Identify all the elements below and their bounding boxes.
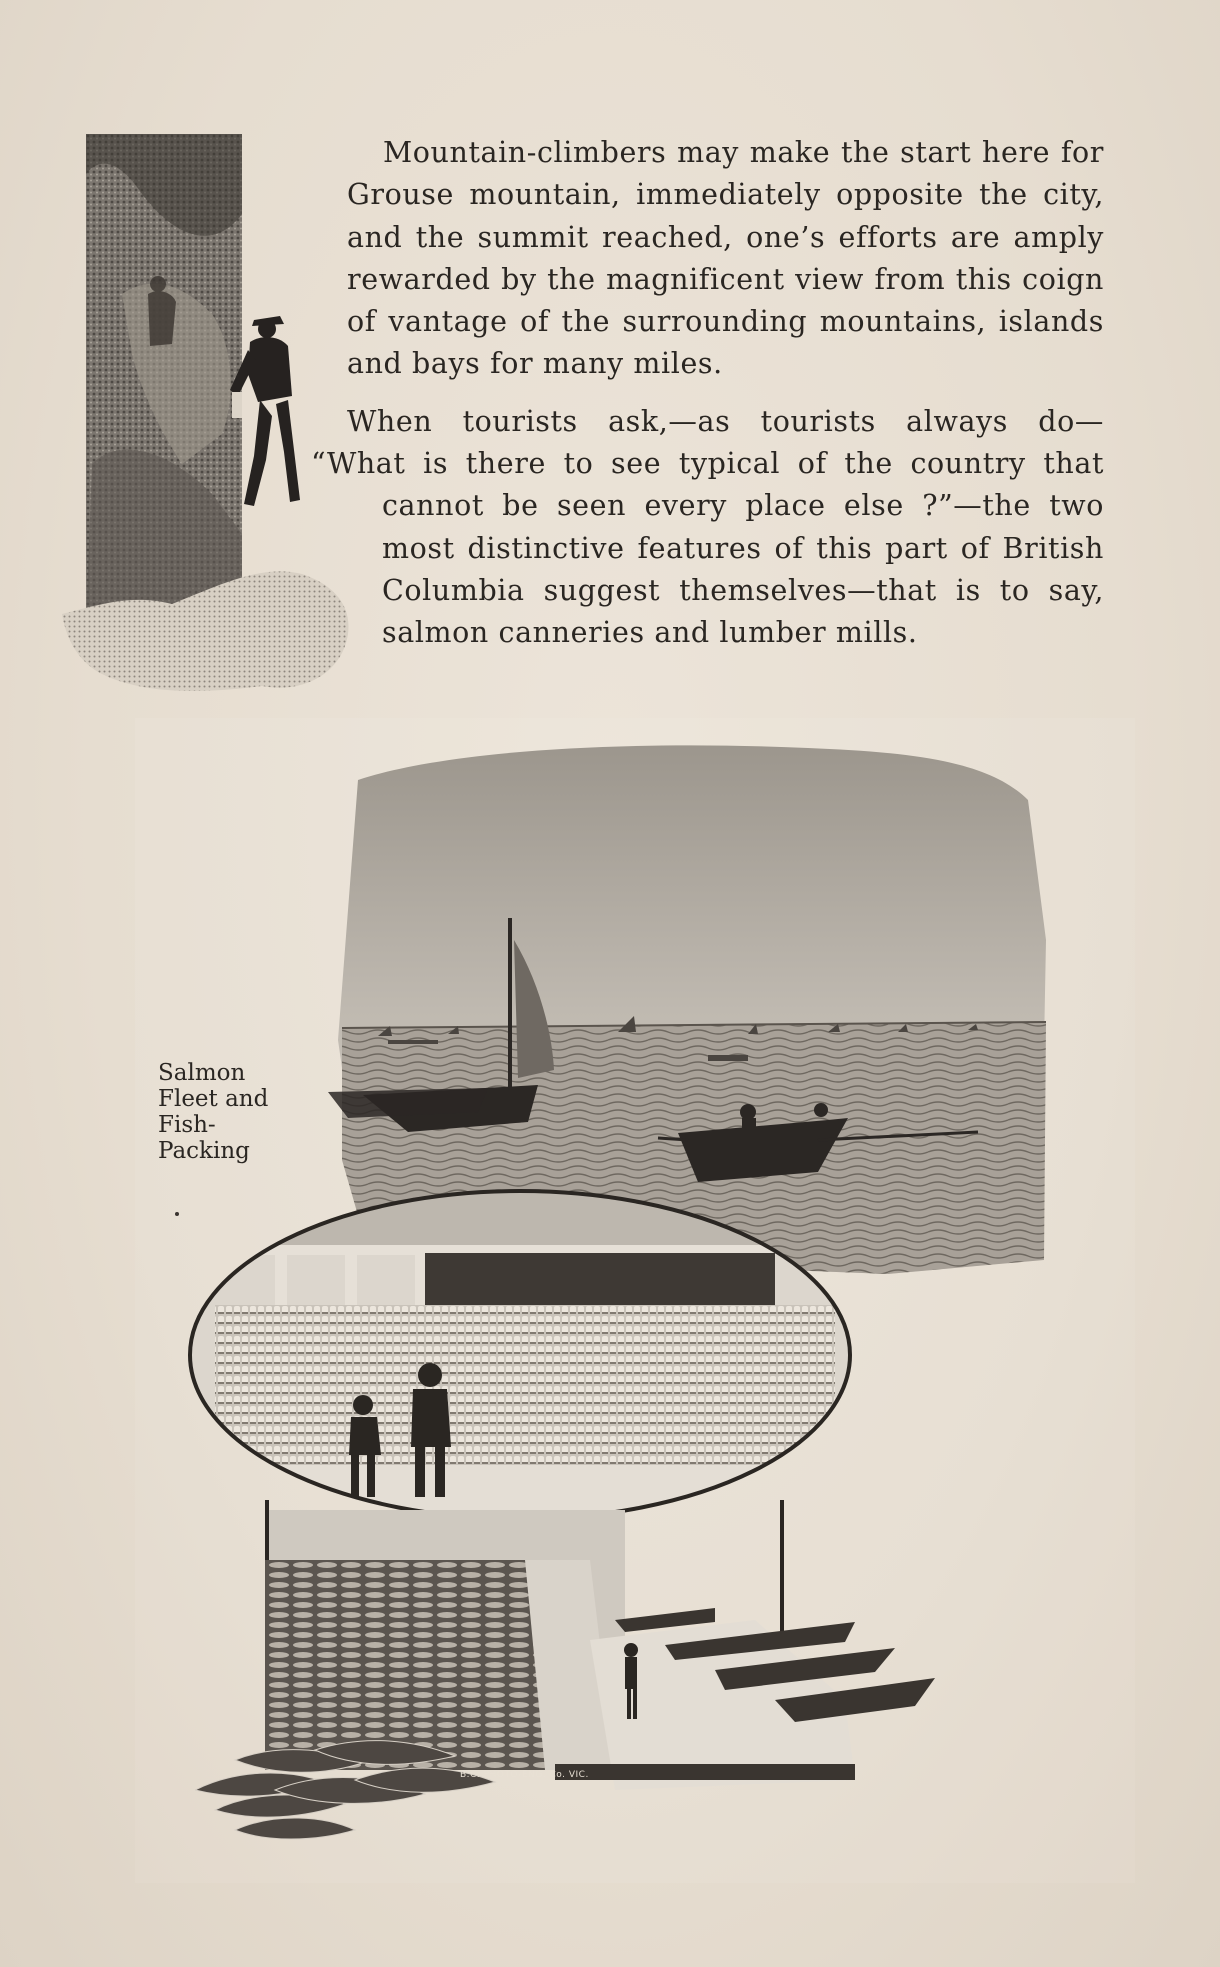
paragraph-2-line: Columbia suggest themselves—that is to say, (382, 573, 1104, 607)
photo-caption (158, 1060, 298, 1164)
fish-packing-photo (195, 1500, 995, 1840)
paragraph-1 (311, 132, 1104, 386)
paragraph-2-indented (311, 485, 1104, 654)
paragraph-2-line: salmon canneries and lumber mills. (382, 616, 918, 650)
salmon-pile (195, 1741, 495, 1839)
caption-line: Fish- (158, 1112, 216, 1138)
paragraph-1-line: and bays for many miles. (347, 347, 723, 381)
caption-line: Packing (158, 1138, 250, 1164)
paragraph-2 (311, 401, 1104, 486)
paragraph-1-line: rewarded by the magnificent view from this coign (347, 262, 1104, 296)
caption-line: Fleet and (158, 1086, 269, 1112)
paragraph-1-line: Mountain-climbers may make the start here for (383, 136, 1104, 169)
paragraph-1-line: Grouse mountain, immediately opposite the city, (347, 178, 1104, 212)
paragraph-2-line: cannot be seen every place else ?”—the two (382, 489, 1104, 523)
paragraph-1-line: and the summit reached, one’s efforts are amply (347, 220, 1104, 254)
caption-line: Salmon (158, 1060, 246, 1086)
print-speck (175, 1212, 179, 1216)
photo-credit: B.C. PHOTO-ENG. Co. VIC. (460, 1770, 589, 1780)
paragraph-2-line: When tourists ask,—as tourists always do— (347, 404, 1104, 438)
paragraph-2-line: “What is there to see typical of the country that (311, 447, 1104, 481)
paragraph-1-line: of vantage of the surrounding mountains, islands (347, 305, 1104, 339)
paragraph-2-line: most distinctive features of this part of British (382, 531, 1104, 565)
article-text (311, 132, 1104, 655)
